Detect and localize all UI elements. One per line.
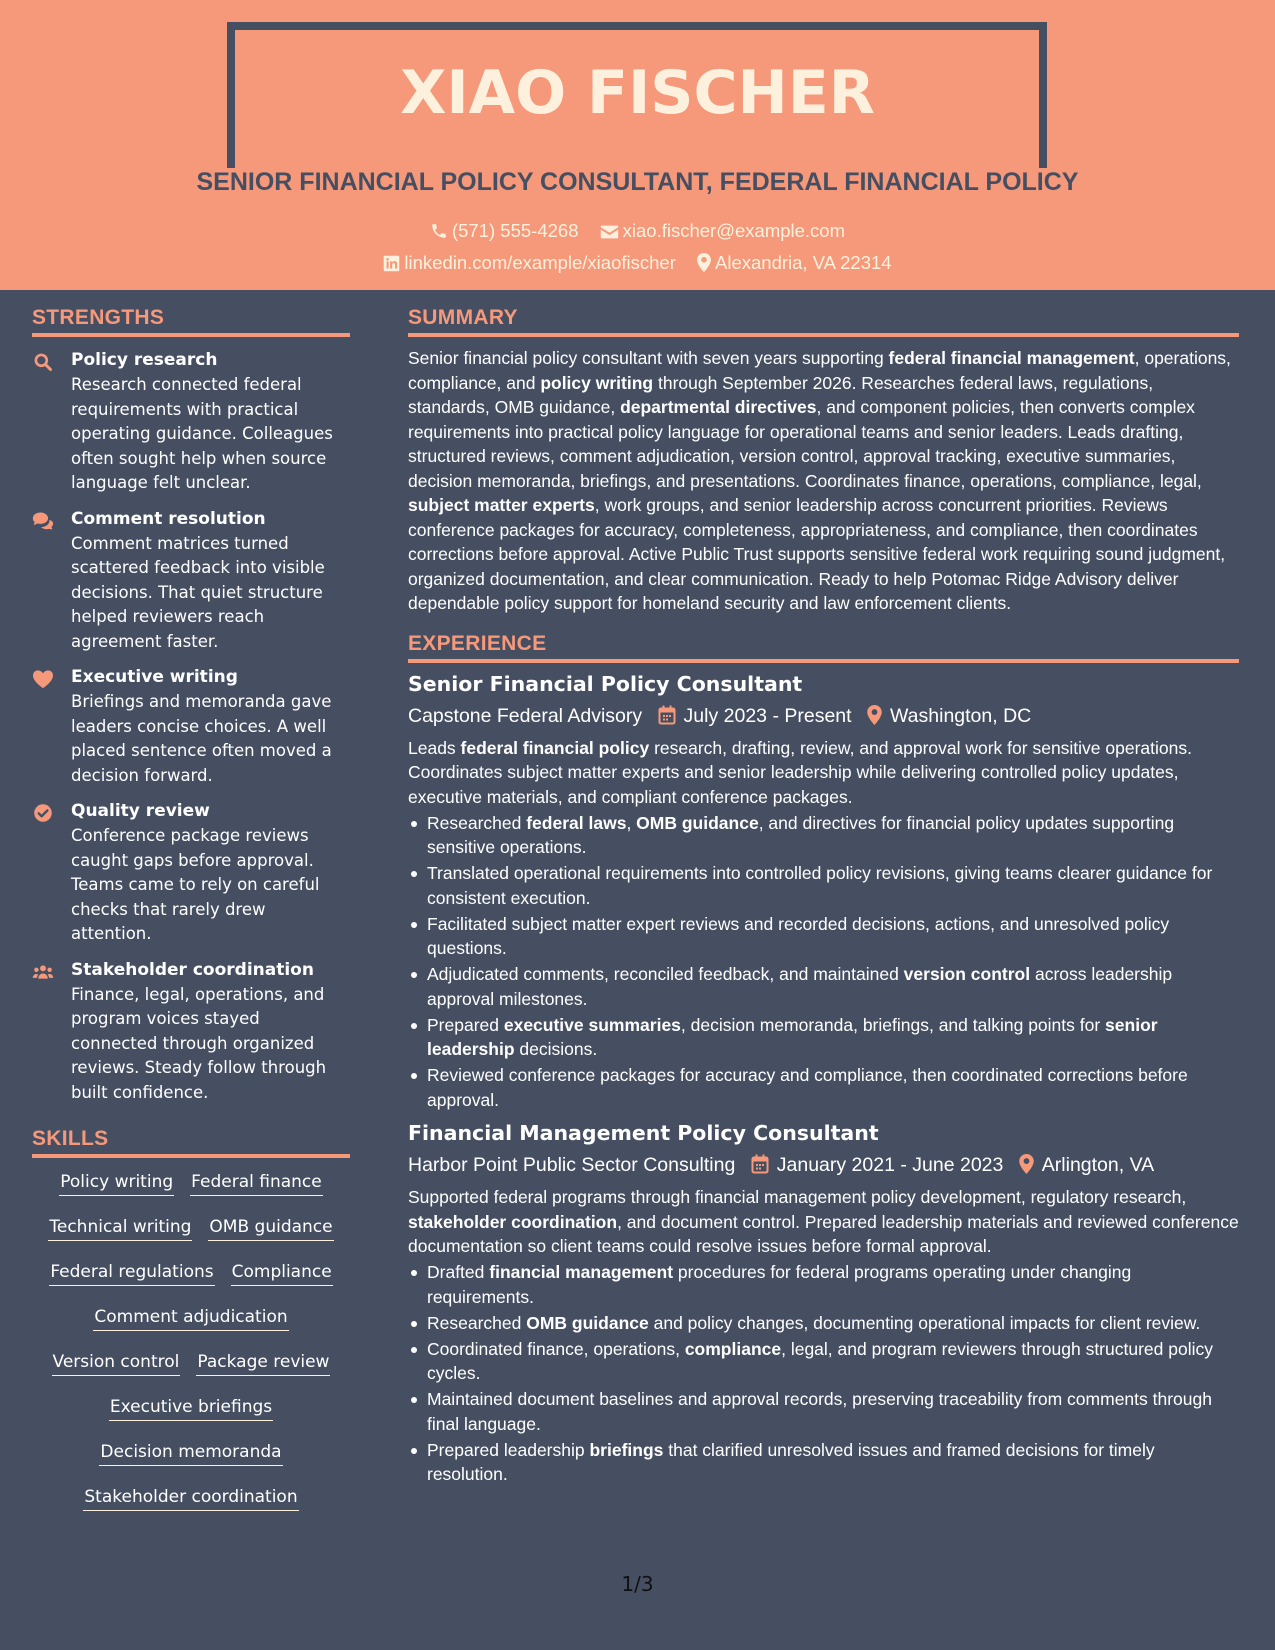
job-dates bbox=[751, 1152, 1004, 1178]
bullet-item: Maintained document baselines and approval records, preserving traceability from comments through final language. bbox=[408, 1387, 1239, 1436]
skills-row bbox=[32, 1217, 350, 1262]
bold-phrase: subject matter experts bbox=[408, 495, 595, 515]
right-column bbox=[408, 306, 1239, 1487]
bullet-item: Researched federal laws, OMB guidance, and directives for financial policy updates supporting sensitive operations. bbox=[408, 811, 1239, 860]
job-bullets bbox=[408, 1260, 1239, 1487]
experience-heading: EXPERIENCE bbox=[408, 632, 1239, 663]
strengths-heading: STRENGTHS bbox=[32, 306, 350, 337]
bold-phrase: OMB guidance bbox=[636, 812, 759, 833]
bold-phrase: compliance bbox=[684, 1338, 782, 1359]
job-position-title: Senior Financial Policy Consultant bbox=[408, 671, 803, 696]
strength-item bbox=[32, 959, 350, 1106]
candidate-name: XIAO FISCHER bbox=[400, 58, 875, 128]
skill-tag: Policy writing bbox=[59, 1172, 174, 1196]
bold-phrase: federal financial policy bbox=[460, 737, 650, 758]
bold-phrase: federal laws bbox=[526, 812, 627, 833]
strengths-list bbox=[32, 349, 350, 1105]
job-location bbox=[867, 703, 1031, 729]
bullet-item: Reviewed conference packages for accuracy and compliance, then coordinated corrections before approval. bbox=[408, 1063, 1239, 1112]
job-location-text: Arlington, VA bbox=[1041, 1154, 1155, 1176]
contact-linkedin[interactable] bbox=[383, 252, 675, 274]
bullet-item: Prepared executive summaries, decision memoranda, briefings, and talking points for senior leadership decisions. bbox=[408, 1013, 1239, 1062]
skill-tag: Federal regulations bbox=[49, 1262, 214, 1286]
bold-phrase: version control bbox=[903, 964, 1031, 984]
phone-text: (571) 555-4268 bbox=[451, 220, 579, 241]
summary-heading: SUMMARY bbox=[408, 306, 1239, 337]
job-description: Supported federal programs through financial management policy development, regulatory research, stakeholder coordination, and document control. Prepared leadership materials and reviewed conference documentation so client teams could resolve issues before formal approval. bbox=[408, 1187, 1239, 1256]
skill-tag: Version control bbox=[52, 1352, 181, 1376]
skills-row bbox=[32, 1307, 350, 1352]
bold-phrase: stakeholder coordination bbox=[408, 1211, 618, 1232]
heart-icon bbox=[32, 669, 54, 689]
skills-row bbox=[32, 1442, 350, 1487]
skill-tag: Comment adjudication bbox=[93, 1307, 288, 1331]
strength-title: Quality review bbox=[71, 801, 210, 821]
skills-row bbox=[32, 1352, 350, 1397]
contact-row-1 bbox=[0, 220, 1275, 242]
linkedin-text: linkedin.com/example/xiaofischer bbox=[404, 252, 676, 273]
strength-title: Stakeholder coordination bbox=[71, 959, 314, 980]
job-position-title: Financial Management Policy Consultant bbox=[408, 1121, 879, 1145]
bold-phrase: departmental directives bbox=[620, 397, 817, 417]
strength-text: Briefings and memoranda gave leaders concise choices. A well placed sentence often moved a decision forward. bbox=[71, 692, 332, 785]
skills-row bbox=[32, 1172, 350, 1217]
map-pin-icon bbox=[1019, 1154, 1034, 1174]
bullet-item: Facilitated subject matter expert reviews and recorded decisions, actions, and unresolved policy questions. bbox=[408, 912, 1239, 961]
strength-text: Conference package reviews caught gaps before approval. Teams came to rely on careful checks that rarely drew attention. bbox=[71, 826, 320, 943]
bold-phrase: policy writing bbox=[540, 372, 654, 393]
contact-row-2 bbox=[0, 252, 1275, 274]
envelope-icon bbox=[600, 224, 619, 240]
bold-phrase: financial management bbox=[489, 1262, 674, 1282]
job-location-text: Washington, DC bbox=[889, 704, 1032, 727]
skill-tag: Federal finance bbox=[190, 1172, 323, 1196]
job-meta bbox=[408, 703, 1239, 729]
skills-row bbox=[32, 1397, 350, 1442]
job-dates-text: July 2023 - Present bbox=[683, 704, 852, 727]
strength-text: Comment matrices turned scattered feedback into visible decisions. That quiet structure helped reviewers reach agreement faster. bbox=[71, 533, 325, 651]
location-text: Alexandria, VA 22314 bbox=[715, 252, 892, 273]
job-dates-text: January 2021 - June 2023 bbox=[776, 1154, 1004, 1176]
strength-text: Research connected federal requirements with practical operating guidance. Colleagues often sought help when source language felt unclear. bbox=[71, 375, 333, 492]
strength-title: Policy research bbox=[71, 350, 218, 370]
strength-title: Executive writing bbox=[71, 667, 238, 687]
comments-icon bbox=[32, 511, 54, 531]
skill-tag: Stakeholder coordination bbox=[83, 1487, 298, 1511]
job-location bbox=[1019, 1152, 1154, 1178]
strength-text: Finance, legal, operations, and program voices stayed connected through organized reviews. Steady follow through built confidence. bbox=[71, 984, 327, 1102]
skill-tag: Decision memoranda bbox=[99, 1442, 282, 1466]
resume-header bbox=[0, 0, 1275, 290]
skills-heading: SKILLS bbox=[32, 1127, 350, 1158]
bold-phrase: briefings bbox=[589, 1439, 664, 1460]
bullet-item: Prepared leadership briefings that clarified unresolved issues and framed decisions for timely resolution. bbox=[408, 1438, 1239, 1487]
skill-tag: Package review bbox=[196, 1352, 330, 1376]
search-icon bbox=[32, 352, 54, 372]
contact-phone[interactable] bbox=[430, 220, 579, 242]
job-description: Leads federal financial policy research, drafting, review, and approval work for sensitive operations. Coordinates subject matter experts and senior leadership while delivering controlled policy updates, executive materials, and compliant conference packages. bbox=[408, 737, 1192, 807]
job-entry bbox=[408, 671, 1239, 1113]
bullet-item: Translated operational requirements into controlled policy revisions, giving teams clearer guidance for consistent execution. bbox=[408, 861, 1239, 910]
users-icon bbox=[32, 962, 54, 982]
email-text: xiao.fischer@example.com bbox=[622, 220, 846, 241]
calendar-icon bbox=[658, 705, 676, 725]
check-circle-icon bbox=[32, 803, 54, 823]
job-dates bbox=[658, 703, 852, 729]
bullet-item: Drafted financial management procedures for federal programs operating under changing requirements. bbox=[408, 1260, 1239, 1309]
contact-email[interactable] bbox=[600, 220, 845, 242]
page-number: 1/3 bbox=[621, 1572, 654, 1596]
job-company: Capstone Federal Advisory bbox=[408, 704, 643, 727]
skill-tag: OMB guidance bbox=[208, 1217, 333, 1241]
skills-row bbox=[32, 1262, 350, 1307]
skill-tag: Compliance bbox=[231, 1262, 333, 1286]
skills-row bbox=[32, 1487, 350, 1532]
skills-list bbox=[32, 1172, 350, 1532]
job-title-headline: SENIOR FINANCIAL POLICY CONSULTANT, FEDERAL FINANCIAL POLICY bbox=[196, 168, 1079, 196]
map-pin-icon bbox=[867, 705, 882, 725]
job-meta bbox=[408, 1152, 1239, 1178]
bullet-item: Adjudicated comments, reconciled feedback, and maintained version control across leadership approval milestones. bbox=[408, 962, 1239, 1011]
skill-tag: Technical writing bbox=[48, 1217, 192, 1241]
bold-phrase: federal financial management bbox=[888, 348, 1135, 368]
job-bullets bbox=[408, 811, 1239, 1113]
phone-icon bbox=[430, 222, 448, 240]
skill-tag: Executive briefings bbox=[109, 1397, 273, 1421]
strength-title: Comment resolution bbox=[71, 508, 266, 529]
strength-item bbox=[32, 508, 350, 655]
bold-phrase: senior leadership bbox=[427, 1014, 1158, 1059]
linkedin-icon bbox=[383, 255, 400, 272]
calendar-icon bbox=[751, 1154, 769, 1174]
left-column bbox=[32, 306, 350, 1532]
job-company: Harbor Point Public Sector Consulting bbox=[408, 1154, 736, 1176]
bullet-item: Coordinated finance, operations, compliance, legal, and program reviewers through structured policy cycles. bbox=[408, 1337, 1239, 1386]
bold-phrase: OMB guidance bbox=[526, 1312, 649, 1333]
strength-item bbox=[32, 800, 350, 947]
job-entry bbox=[408, 1120, 1239, 1487]
strength-item bbox=[32, 666, 350, 788]
bullet-item: Researched OMB guidance and policy changes, documenting operational impacts for client review. bbox=[408, 1311, 1239, 1336]
map-pin-icon bbox=[697, 253, 711, 272]
contact-location bbox=[697, 252, 892, 274]
summary-text: Senior financial policy consultant with seven years supporting federal financial management, operations, compliance, and policy writing through September 2026. Researches federal laws, regulations, standards, OMB guidance, departmental directives, and component policies, then converts complex requirements into practical policy language for operational teams and senior leaders. Leads drafting, structured reviews, comment adjudication, version control, approval tracking, executive summaries, decision memoranda, briefings, and presentations. Coordinates finance, operations, compliance, legal, subject matter experts, work groups, and senior leadership across concurrent priorities. Reviews conference packages for accuracy, completeness, appropriateness, and compliance, then coordinates corrections before approval. Active Public Trust supports sensitive federal work requiring sound judgment, organized documentation, and clear communication. Ready to help Potomac Ridge Advisory deliver dependable policy support for homeland security and law enforcement clients. bbox=[408, 348, 1231, 613]
bold-phrase: executive summaries bbox=[503, 1014, 681, 1035]
strength-item bbox=[32, 349, 350, 496]
